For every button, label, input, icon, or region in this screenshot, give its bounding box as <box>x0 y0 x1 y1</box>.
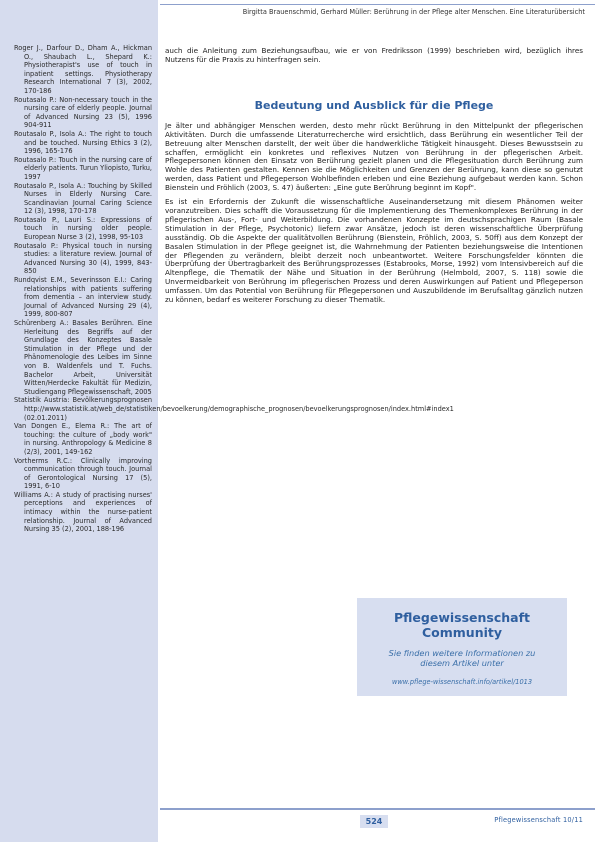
reference-item: Roger J., Darfour D., Dham A., Hickman O., Shaubach L., Shepard K.: Physiotherapist's use of touch in inpatient settings. Physiotherapy Research International 7 (3), 2002, 170-186 <box>14 44 152 95</box>
body-paragraph-2: Es ist ein Erfordernis der Zukunft die wissenschaftliche Auseinandersetzung mit diesem Phänomen weiter voranzutreiben. Dies schafft die Voraussetzung für die Implementierung des Themenkomplexes Berührung in der pflegerischen Aus-, Fort- und Weiterbildung. Die vorhandenen Konzepte im deutschsprachigen Raum (Basale Stimulation in der Pflege, Psychotonic) liefern zwar Ansätze, jedoch ist deren wissenschaftliche Überprüfung ausständig. Ob die Aspekte der qualitätvollen Berührung (Bienstein, Fröhlich, 2003, S. 50ff) aus dem Konzept der Basalen Stimulation in der Pflege geeignet ist, die Wahrnehmung der Patienten beziehungsweise die Intentionen der Pflegenden zu verändern, bleibt derzeit noch unbeantwortet. Weitere Forschungsfelder könnten die Überprüfung der Übertragbarkeit des Berührungsprozesses (Estabrooks, Morse, 1992) vom Intensivbereich auf die Altenpflege, die Thematik der Nähe und Situation in der Berührung (Helmbold, 2007, S. 118) sowie die Unvermeidbarkeit von Berührung im pflegerischen Prozess und deren Auswirkungen auf Patient und Pflegeperson umfassen. Um das Potential von Berührung für Pflegepersonen und Auszubildende im Berufsalltag gänzlich nutzen zu können, bedarf es weiterer Forschung zu dieser Thematik. <box>165 197 583 305</box>
reference-item: Routasalo P., Isola A.: The right to touch and be touched. Nursing Ethics 3 (2), 1996, 165-176 <box>14 129 152 156</box>
body-paragraph-1: Je älter und abhängiger Menschen werden, desto mehr rückt Berührung in den Mittelpunkt der pflegerischen Aktivitäten. Durch die umfassende Literaturrecherche wird ersichtlich, dass Berührung ein wesentlicher Teil der Betreuung alter Menschen darstellt, der weit über die handwerkliche Tätigkeit hinausgeht. Dieses Bewusstsein zu schaffen, ermöglicht ein konkretes und reflexives Nutzen von Berührung in der pflegerischen Arbeit. Pflegepersonen können den Einsatz von Berührung gezielt planen und die Pflegesituation durch Berührung zum Wohle des Patienten gestalten. Kennen sie die Möglichkeiten und Grenzen der Berührung, kann diese so genutzt werden, dass Patient und Pflegeperson Wohlbefinden erleben und eine Beziehung aufgebaut werden kann. Schon Bienstein und Fröhlich (2003, S. 47) äußerten: „Eine gute Berührung beginnt im Kopf". <box>165 120 583 193</box>
community-cta-line1: Sie finden weitere Informationen zu <box>388 648 536 658</box>
community-title-line2: Community <box>421 625 503 640</box>
main-column <box>165 47 583 305</box>
header-rule <box>160 4 595 5</box>
reference-item: Statistik Austria: Bevölkerungsprognosen http://www.statistik.at/web_de/statistiken/bevoelkerung/demographische_prognosen/bevoelkerungsprognosen/index.html#index1 (02.01.2011) <box>14 396 454 422</box>
reference-item: Routasalo P., Lauri S.: Expressions of touch in nursing older people. European Nurse 3 (2), 1998, 95-103 <box>14 215 152 242</box>
running-head: Birgitta Brauenschmid, Gerhard Müller: Berührung in der Pflege alter Menschen. Eine Literaturübersicht <box>242 8 585 16</box>
reference-item: Routasalo P., Isola A.: Touching by Skilled Nurses in Elderly Nursing Care. Scandinavian Journal Caring Science 12 (3), 1998, 170-178 <box>14 181 152 216</box>
reference-item: Williams A.: A study of practising nurses' perceptions and experiences of intimacy within the nurse-patient relationship. Journal of Advanced Nursing 35 (2), 2001, 188-196 <box>14 490 152 534</box>
community-box <box>357 598 567 696</box>
page-number: 524 <box>360 815 388 828</box>
reference-item: Van Dongen E., Elema R.: The art of touching: the culture of „body work" in nursing. Anthropology & Medicine 8 (2/3), 2001, 149-162 <box>14 422 152 456</box>
reference-item: Rundqvist E.M., Severinsson E.I.: Caring relationships with patients suffering from dementia – an interview study. Journal of Advanced Nursing 29 (4), 1999, 800-807 <box>14 276 152 319</box>
community-title <box>357 610 567 640</box>
intro-paragraph: auch die Anleitung zum Beziehungsaufbau, wie er von Fredriksson (1999) beschrieben wird, bezüglich ihres Nutzens für die Praxis zu hinterfragen sein. <box>165 46 583 64</box>
section-title: Bedeutung und Ausblick für die Pflege <box>254 98 494 112</box>
journal-name: Pflegewissenschaft 10/11 <box>494 816 583 824</box>
reference-item: Routasalo P.: Non-necessary touch in the nursing care of elderly people. Journal of Advanced Nursing 23 (5), 1996 904-911 <box>14 95 152 130</box>
reference-item: Schürenberg A.: Basales Berühren. Eine Herleitung des Begriffs auf der Grundlage des Konzeptes Basale Stimulation in der Pflege und der Phänomenologie des Leibes im Sinne von B. Waldenfels und T. Fuchs. Bachelor Arbeit, Universität Witten/Herdecke Fakultät für Medizin, Studiengang Pflegewissenschaft, 2005 <box>14 319 152 396</box>
reference-item: Vortherms R.C.: Clinically improving communication through touch. Journal of Gerontological Nursing 17 (5), 1991, 6-10 <box>14 456 152 491</box>
community-url-link[interactable]: www.pflege-wissenschaft.info/artikel/1013 <box>391 678 533 686</box>
footer-rule <box>160 808 595 810</box>
community-cta <box>357 648 567 668</box>
community-cta-line2: diesem Artikel unter <box>420 658 504 668</box>
reference-item: Routasalo P.: Touch in the nursing care of elderly patients. Turun Yliopisto, Turku, 1997 <box>14 155 152 181</box>
reference-item: Routasalo P.: Physical touch in nursing studies: a literature review. Journal of Advanced Nursing 30 (4), 1999, 843-850 <box>14 241 152 276</box>
community-title-line1: Pflegewissenschaft <box>393 610 531 625</box>
